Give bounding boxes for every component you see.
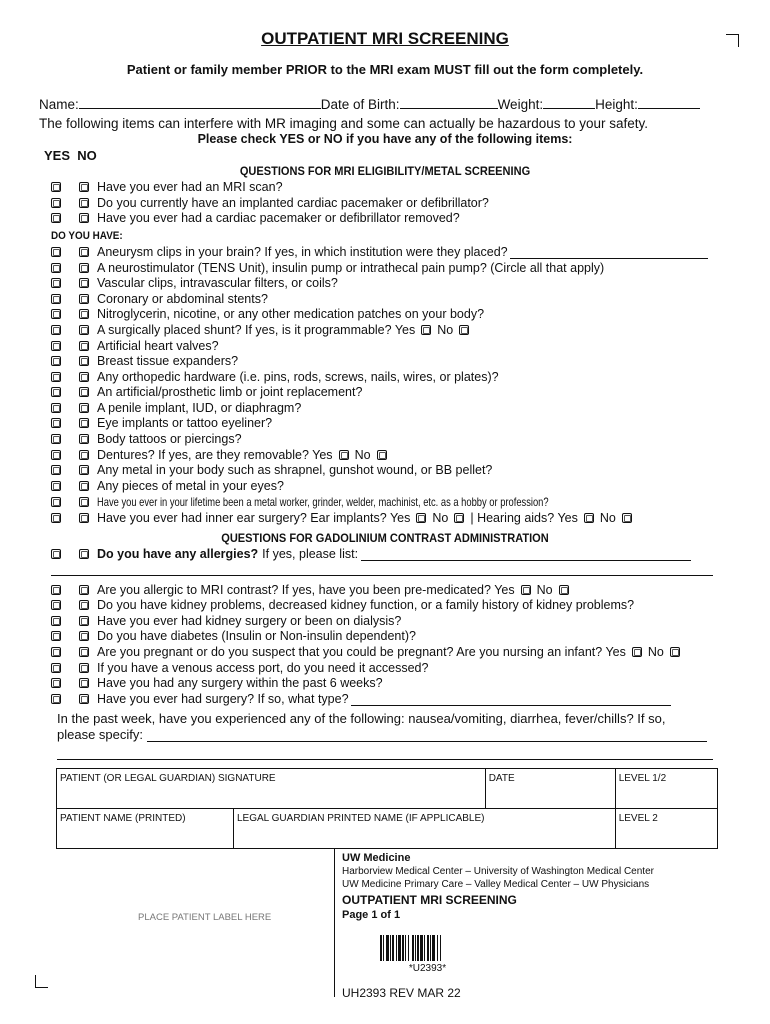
no-checkbox[interactable] bbox=[79, 247, 89, 257]
yes-checkbox[interactable] bbox=[51, 694, 61, 704]
name-field[interactable] bbox=[79, 95, 321, 109]
form-subtitle: Patient or family member PRIOR to the MRI exam MUST fill out the form completely. bbox=[126, 62, 644, 77]
nursing-yes-checkbox[interactable] bbox=[632, 647, 642, 657]
question-text: Artificial heart valves? bbox=[97, 338, 219, 353]
question-text: Nitroglycerin, nicotine, or any other medication patches on your body? bbox=[97, 306, 485, 321]
no-label: No bbox=[437, 322, 454, 337]
question-text: A neurostimulator (TENS Unit), insulin pump or intrathecal pain pump? (Circle all that apply) bbox=[97, 260, 605, 275]
no-checkbox[interactable] bbox=[79, 182, 89, 192]
allergies-question: Do you have any allergies? bbox=[97, 546, 259, 561]
yes-checkbox[interactable] bbox=[51, 631, 61, 641]
org-line-1: Harborview Medical Center – University of Washington Medical Center bbox=[342, 866, 654, 877]
yes-checkbox[interactable] bbox=[51, 549, 61, 559]
level-1-2-label: LEVEL 1/2 bbox=[618, 773, 667, 784]
guardian-name-cell[interactable] bbox=[234, 809, 616, 849]
question-text: Any orthopedic hardware (i.e. pins, rods, screws, nails, wires, or plates)? bbox=[97, 369, 499, 384]
no-checkbox[interactable] bbox=[79, 403, 89, 413]
question-text: Aneurysm clips in your brain? If yes, in which institution were they placed? bbox=[97, 244, 508, 259]
hearing-aids-no-checkbox[interactable] bbox=[622, 513, 632, 523]
yes-checkbox[interactable] bbox=[51, 513, 61, 523]
yes-checkbox[interactable] bbox=[51, 198, 61, 208]
question-text: Body tattoos or piercings? bbox=[97, 431, 242, 446]
patient-info-row bbox=[39, 95, 700, 112]
yes-checkbox[interactable] bbox=[51, 663, 61, 673]
question-text: Do you currently have an implanted cardiac pacemaker or defibrillator? bbox=[97, 195, 489, 210]
barcode-image bbox=[380, 935, 475, 961]
yes-checkbox[interactable] bbox=[51, 497, 61, 507]
yes-checkbox[interactable] bbox=[51, 309, 61, 319]
question-text: Breast tissue expanders? bbox=[97, 353, 239, 368]
no-checkbox[interactable] bbox=[79, 694, 89, 704]
form-title: OUTPATIENT MRI SCREENING bbox=[261, 29, 509, 48]
question-text: Dentures? If yes, are they removable? Yes bbox=[97, 447, 333, 462]
hearing-aids-yes-checkbox[interactable] bbox=[584, 513, 594, 523]
signature-table bbox=[56, 768, 718, 849]
dentures-removable-yes-checkbox[interactable] bbox=[339, 450, 349, 460]
no-checkbox[interactable] bbox=[79, 513, 89, 523]
question-text: Do you have diabetes (Insulin or Non-insulin dependent)? bbox=[97, 628, 416, 643]
question-row bbox=[51, 691, 671, 706]
question-text: A penile implant, IUD, or diaphragm? bbox=[97, 400, 302, 415]
weight-field[interactable] bbox=[543, 95, 595, 109]
guardian-name-label: LEGAL GUARDIAN PRINTED NAME (IF APPLICABLE) bbox=[237, 813, 485, 824]
question-row bbox=[51, 613, 401, 628]
level-2-label: LEVEL 2 bbox=[618, 813, 658, 824]
yes-checkbox[interactable] bbox=[51, 465, 61, 475]
no-checkbox[interactable] bbox=[79, 309, 89, 319]
yes-checkbox[interactable] bbox=[51, 263, 61, 273]
no-checkbox[interactable] bbox=[79, 356, 89, 366]
question-text: Are you allergic to MRI contrast? If yes, have you been pre-medicated? Yes bbox=[97, 582, 515, 597]
no-checkbox[interactable] bbox=[79, 434, 89, 444]
allergies-extra-line[interactable] bbox=[51, 575, 713, 576]
no-checkbox[interactable] bbox=[79, 341, 89, 351]
no-checkbox[interactable] bbox=[79, 678, 89, 688]
date-label: DATE bbox=[488, 773, 515, 784]
question-text: Vascular clips, intravascular filters, or coils? bbox=[97, 275, 338, 290]
question-row bbox=[51, 494, 676, 509]
no-label: No bbox=[432, 510, 449, 525]
footer-form-title: OUTPATIENT MRI SCREENING bbox=[342, 893, 517, 907]
yes-checkbox[interactable] bbox=[51, 325, 61, 335]
no-checkbox[interactable] bbox=[79, 585, 89, 595]
instruction-text: Please check YES or NO if you have any of the following items: bbox=[197, 132, 573, 146]
no-label: No bbox=[354, 447, 371, 462]
yes-checkbox[interactable] bbox=[51, 278, 61, 288]
question-row bbox=[51, 195, 489, 210]
question-row bbox=[51, 478, 284, 493]
no-checkbox[interactable] bbox=[79, 278, 89, 288]
question-text: Coronary or abdominal stents? bbox=[97, 291, 268, 306]
no-checkbox[interactable] bbox=[79, 263, 89, 273]
question-row bbox=[51, 462, 492, 477]
no-label: No bbox=[647, 644, 664, 659]
question-row bbox=[51, 210, 460, 225]
ear-implants-yes-checkbox[interactable] bbox=[416, 513, 426, 523]
past-week-specify-field[interactable] bbox=[147, 728, 707, 742]
no-checkbox[interactable] bbox=[79, 465, 89, 475]
no-checkbox[interactable] bbox=[79, 616, 89, 626]
patient-signature-label: PATIENT (OR LEGAL GUARDIAN) SIGNATURE bbox=[60, 773, 276, 784]
past-week-specify-row bbox=[57, 727, 707, 742]
question-text: Have you ever had inner ear surgery? Ear implants? Yes bbox=[97, 510, 411, 525]
hearing-aids-label: | Hearing aids? Yes bbox=[470, 510, 578, 525]
shunt-programmable-no-checkbox[interactable] bbox=[459, 325, 469, 335]
question-row bbox=[51, 628, 416, 643]
allergies-field[interactable] bbox=[361, 547, 691, 561]
yes-checkbox[interactable] bbox=[51, 481, 61, 491]
yes-checkbox[interactable] bbox=[51, 678, 61, 688]
no-checkbox[interactable] bbox=[79, 497, 89, 507]
question-text: Have you ever had surgery? If so, what type? bbox=[97, 691, 349, 706]
height-field[interactable] bbox=[638, 95, 700, 109]
no-checkbox[interactable] bbox=[79, 387, 89, 397]
page-number: Page 1 of 1 bbox=[342, 909, 401, 921]
question-row bbox=[51, 431, 242, 446]
question-text: Any pieces of metal in your eyes? bbox=[97, 478, 284, 493]
question-row bbox=[51, 260, 604, 275]
yes-checkbox[interactable] bbox=[51, 213, 61, 223]
no-checkbox[interactable] bbox=[79, 198, 89, 208]
dentures-removable-no-checkbox[interactable] bbox=[377, 450, 387, 460]
do-you-have-label: DO YOU HAVE: bbox=[51, 230, 123, 242]
question-row bbox=[51, 275, 338, 290]
no-checkbox[interactable] bbox=[79, 450, 89, 460]
patient-name-cell[interactable] bbox=[57, 809, 234, 849]
question-row bbox=[51, 675, 383, 690]
ear-implants-no-checkbox[interactable] bbox=[454, 513, 464, 523]
org-line-2: UW Medicine Primary Care – Valley Medical Center – UW Physicians bbox=[342, 879, 650, 890]
no-checkbox[interactable] bbox=[79, 294, 89, 304]
no-checkbox[interactable] bbox=[79, 418, 89, 428]
yes-checkbox[interactable] bbox=[51, 616, 61, 626]
eligibility-heading: QUESTIONS FOR MRI ELIGIBILITY/METAL SCREENING bbox=[239, 164, 531, 178]
date-cell[interactable] bbox=[485, 769, 615, 809]
question-row bbox=[51, 338, 219, 353]
question-text: If you have a venous access port, do you need it accessed? bbox=[97, 660, 429, 675]
org-name: UW Medicine bbox=[342, 852, 411, 864]
question-row bbox=[51, 369, 499, 384]
question-row bbox=[51, 244, 708, 259]
yes-checkbox[interactable] bbox=[51, 294, 61, 304]
nursing-no-checkbox[interactable] bbox=[670, 647, 680, 657]
level-2-cell[interactable] bbox=[615, 809, 717, 849]
weight-label: Weight: bbox=[497, 97, 544, 112]
no-checkbox[interactable] bbox=[79, 481, 89, 491]
question-row bbox=[51, 291, 268, 306]
dob-field[interactable] bbox=[400, 95, 498, 109]
institution-field[interactable] bbox=[510, 245, 708, 259]
name-label: Name: bbox=[39, 97, 79, 112]
question-row bbox=[51, 179, 283, 194]
level-1-2-cell[interactable] bbox=[615, 769, 717, 809]
no-checkbox[interactable] bbox=[79, 372, 89, 382]
question-text: Are you pregnant or do you suspect that you could be pregnant? Are you nursing an infant? Yes bbox=[97, 644, 626, 659]
question-text: Do you have kidney problems, decreased kidney function, or a family history of kidney problems? bbox=[97, 597, 635, 612]
yes-checkbox[interactable] bbox=[51, 372, 61, 382]
surgery-type-field[interactable] bbox=[351, 692, 671, 706]
yes-checkbox[interactable] bbox=[51, 585, 61, 595]
question-text: Eye implants or tattoo eyeliner? bbox=[97, 415, 273, 430]
allergies-prompt: If yes, please list: bbox=[262, 546, 359, 561]
patient-signature-cell[interactable] bbox=[57, 769, 486, 809]
question-text: A surgically placed shunt? If yes, is it programmable? Yes bbox=[97, 322, 416, 337]
yes-checkbox[interactable] bbox=[51, 647, 61, 657]
question-row bbox=[51, 510, 635, 525]
corner-mark-top-right bbox=[726, 34, 739, 47]
dob-label: Date of Birth: bbox=[320, 97, 400, 112]
yes-checkbox[interactable] bbox=[51, 434, 61, 444]
patient-name-label: PATIENT NAME (PRINTED) bbox=[60, 813, 186, 824]
question-text: Have you ever had an MRI scan? bbox=[97, 179, 283, 194]
yes-checkbox[interactable] bbox=[51, 182, 61, 192]
shunt-programmable-yes-checkbox[interactable] bbox=[421, 325, 431, 335]
question-text: Any metal in your body such as shrapnel, gunshot wound, or BB pellet? bbox=[97, 462, 493, 477]
form-id: UH2393 REV MAR 22 bbox=[342, 986, 461, 1000]
question-row bbox=[51, 400, 301, 415]
no-checkbox[interactable] bbox=[79, 631, 89, 641]
yes-checkbox[interactable] bbox=[51, 600, 61, 610]
yes-checkbox[interactable] bbox=[51, 341, 61, 351]
footer-vertical-divider bbox=[334, 849, 335, 997]
footer-divider bbox=[56, 848, 718, 849]
question-row bbox=[51, 415, 272, 430]
no-checkbox[interactable] bbox=[79, 213, 89, 223]
no-checkbox[interactable] bbox=[79, 549, 89, 559]
question-text: Have you ever had a cardiac pacemaker or defibrillator removed? bbox=[97, 210, 460, 225]
past-week-specify-label: please specify: bbox=[57, 727, 143, 742]
yes-checkbox[interactable] bbox=[51, 418, 61, 428]
question-row bbox=[51, 322, 472, 337]
question-text: An artificial/prosthetic limb or joint replacement? bbox=[97, 384, 363, 399]
contrast-heading: QUESTIONS FOR GADOLINIUM CONTRAST ADMINISTRATION bbox=[221, 531, 549, 545]
question-text: Have you had any surgery within the past 6 weeks? bbox=[97, 675, 383, 690]
no-checkbox[interactable] bbox=[79, 325, 89, 335]
question-row bbox=[51, 597, 634, 612]
premedicated-yes-checkbox[interactable] bbox=[521, 585, 531, 595]
warning-text: The following items can interfere with MR imaging and some can actually be hazardous to your safety. bbox=[39, 116, 649, 131]
no-label: No bbox=[599, 510, 616, 525]
no-label: No bbox=[536, 582, 553, 597]
yes-checkbox[interactable] bbox=[51, 403, 61, 413]
yes-checkbox[interactable] bbox=[51, 247, 61, 257]
premedicated-no-checkbox[interactable] bbox=[559, 585, 569, 595]
question-row bbox=[51, 546, 691, 561]
yes-checkbox[interactable] bbox=[51, 356, 61, 366]
question-text: Have you ever had kidney surgery or been on dialysis? bbox=[97, 613, 402, 628]
question-row bbox=[51, 306, 484, 321]
question-row bbox=[51, 644, 683, 659]
past-week-text: In the past week, have you experienced any of the following: nausea/vomiting, diarrhea, fever/chills? If so, bbox=[57, 711, 666, 726]
question-row bbox=[51, 353, 238, 368]
height-label: Height: bbox=[595, 97, 638, 112]
corner-mark-bottom-left bbox=[35, 975, 48, 988]
no-checkbox[interactable] bbox=[79, 600, 89, 610]
question-text: Have you ever in your lifetime been a metal worker, grinder, welder, machinist, etc. as a hobby or profession? bbox=[97, 494, 549, 509]
no-checkbox[interactable] bbox=[79, 647, 89, 657]
question-row bbox=[51, 582, 572, 597]
yes-checkbox[interactable] bbox=[51, 387, 61, 397]
yes-no-header: YES NO bbox=[44, 148, 97, 163]
question-row bbox=[51, 384, 362, 399]
yes-checkbox[interactable] bbox=[51, 450, 61, 460]
question-row bbox=[51, 447, 390, 462]
barcode-text: *U2393* bbox=[408, 963, 447, 974]
question-row bbox=[51, 660, 428, 675]
past-week-extra-line[interactable] bbox=[57, 759, 713, 760]
patient-label-placeholder: PLACE PATIENT LABEL HERE bbox=[138, 912, 272, 923]
no-checkbox[interactable] bbox=[79, 663, 89, 673]
